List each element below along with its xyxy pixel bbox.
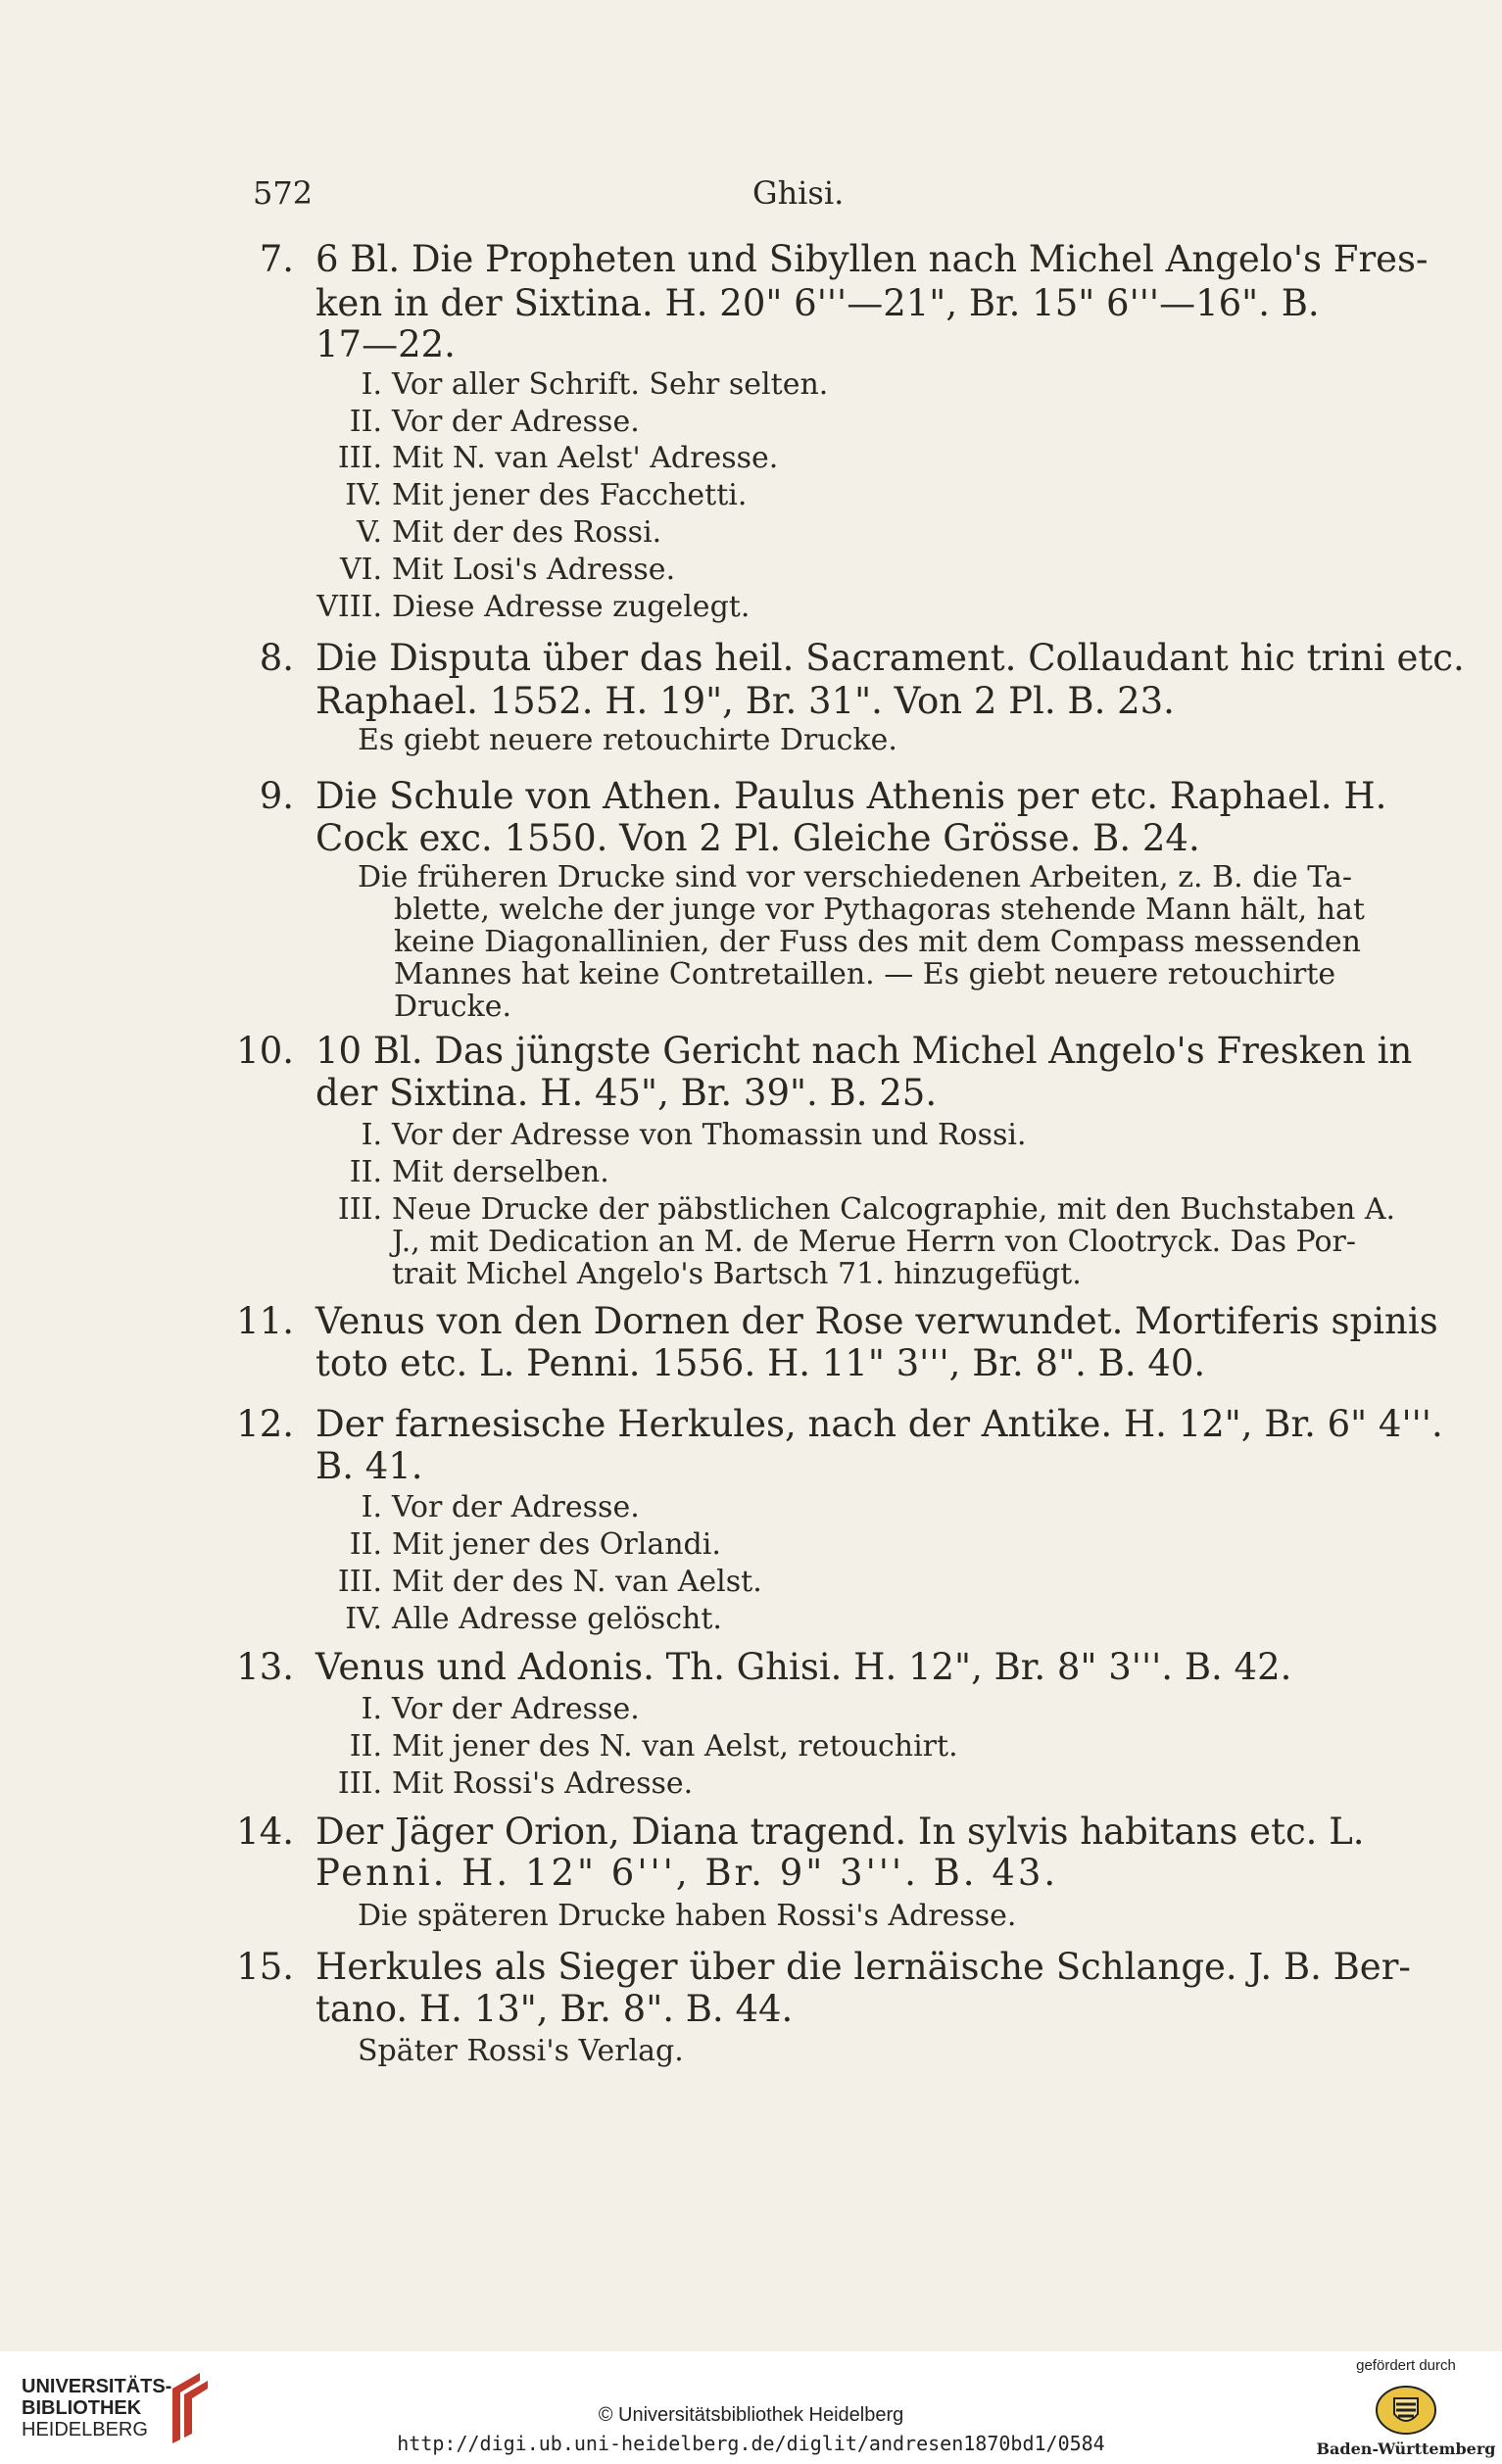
state-text: Mit jener des Facchetti. [392,478,748,512]
entry-note: Drucke. [394,990,511,1024]
entry-line: ken in der Sixtina. H. 20" 6'''—21", Br. 15" 6'''—16". B. [315,282,1320,324]
page-number: 572 [253,174,314,212]
entry-number: 9. [259,775,294,817]
state-text: Mit jener des N. van Aelst, retouchirt. [392,1729,958,1763]
entry-line: Cock exc. 1550. Von 2 Pl. Gleiche Grösse. B. 24. [315,817,1200,859]
entry-line: Penni. H. 12" 6''', Br. 9" 3'''. B. 43. [315,1852,1059,1894]
entry-number: 10. [236,1030,294,1072]
library-logo-line: UNIVERSITÄTS- [22,2376,172,2397]
entry-line: Die Schule von Athen. Paulus Athenis per etc. Raphael. H. [315,775,1387,817]
running-title: Ghisi. [752,174,845,212]
entry-number: 7. [259,238,294,280]
entry-line: Die Disputa über das heil. Sacrament. Collaudant hic trini etc. [315,637,1465,679]
entry-number: 11. [236,1300,294,1342]
entry-line: B. 41. [315,1445,423,1487]
copyright-text: © Universitätsbibliothek Heidelberg [598,2404,904,2426]
state-roman: II. [349,405,382,439]
entry-line: Der Jäger Orion, Diana tragend. In sylvis habitans etc. L. [315,1811,1365,1853]
state-text: Diese Adresse zugelegt. [392,590,751,624]
entry-line: 17—22. [315,323,456,365]
entry-line: der Sixtina. H. 45", Br. 39". B. 25. [315,1072,938,1114]
entry-note: blette, welche der junge vor Pythagoras stehende Mann hält, hat [394,893,1365,927]
state-roman: IV. [345,1602,382,1636]
state-roman: III. [337,441,382,475]
state-roman: III. [337,1565,382,1599]
entry-number: 14. [236,1811,294,1853]
entry-number: 8. [259,637,294,679]
state-roman: III. [337,1192,382,1227]
state-text: Mit jener des Orlandi. [392,1527,721,1562]
state-roman: I. [361,1118,382,1152]
entry-note: Es giebt neuere retouchirte Drucke. [358,723,897,757]
entry-note: Die späteren Drucke haben Rossi's Adresse. [358,1899,1017,1933]
state-roman: I. [361,1490,382,1524]
entry-number: 15. [236,1946,294,1988]
state-text: Alle Adresse gelöscht. [392,1602,722,1636]
state-roman: III. [337,1766,382,1801]
entry-line: Herkules als Sieger über die lernäische Schlange. J. B. Ber- [315,1946,1411,1988]
entry-note: Mannes hat keine Contretaillen. — Es giebt neuere retouchirte [394,957,1336,991]
state-text: Mit der des N. van Aelst. [392,1565,762,1599]
entry-line: 10 Bl. Das jüngste Gericht nach Michel Angelo's Fresken in [315,1030,1413,1072]
state-text: J., mit Dedication an M. de Merue Herrn von Clootryck. Das Por- [392,1225,1357,1259]
state-text: Vor aller Schrift. Sehr selten. [392,367,829,402]
state-roman: V. [357,515,382,550]
state-roman: IV. [345,478,382,512]
funder-name: Baden-Württemberg [1316,2440,1496,2458]
state-text: Mit Losi's Adresse. [392,553,676,587]
entry-line: toto etc. L. Penni. 1556. H. 11" 3''', Br. 8". B. 40. [315,1342,1206,1384]
entry-line: Venus von den Dornen der Rose verwundet. Mortiferis spinis [315,1300,1438,1342]
entry-note: keine Diagonallinien, der Fuss des mit dem Compass messenden [394,925,1361,959]
entry-line: Venus und Adonis. Th. Ghisi. H. 12", Br. 8" 3'''. B. 42. [315,1646,1292,1688]
library-logo-line: BIBLIOTHEK [22,2397,142,2419]
state-text: Vor der Adresse. [392,1490,640,1524]
state-roman: II. [349,1155,382,1189]
state-text: Vor der Adresse. [392,405,640,439]
state-roman: I. [361,367,382,402]
state-roman: VIII. [316,590,382,624]
state-text: trait Michel Angelo's Bartsch 71. hinzugefügt. [392,1257,1082,1291]
state-roman: I. [361,1692,382,1726]
state-text: Vor der Adresse von Thomassin und Rossi. [392,1118,1027,1152]
funded-by-label: gefördert durch [1356,2357,1456,2374]
state-text: Mit Rossi's Adresse. [392,1766,694,1801]
state-text: Mit N. van Aelst' Adresse. [392,441,779,475]
state-text: Mit derselben. [392,1155,609,1189]
state-roman: II. [349,1527,382,1562]
entry-note: Später Rossi's Verlag. [358,2034,684,2068]
permalink[interactable]: http://digi.ub.uni-heidelberg.de/diglit/andresen1870bd1/0584 [397,2432,1105,2455]
state-text: Vor der Adresse. [392,1692,640,1726]
coat-of-arms-icon [1375,2385,1437,2436]
state-roman: II. [349,1729,382,1763]
entry-note: Die früheren Drucke sind vor verschiedenen Arbeiten, z. B. die Ta- [358,860,1353,894]
entry-number: 12. [236,1403,294,1445]
footer-bar [0,2351,1502,2464]
entry-line: Raphael. 1552. H. 19", Br. 31". Von 2 Pl. B. 23. [315,680,1175,722]
entry-line: tano. H. 13", Br. 8". B. 44. [315,1988,794,2030]
entry-line: 6 Bl. Die Propheten und Sibyllen nach Michel Angelo's Fres- [315,238,1429,280]
state-text: Neue Drucke der päbstlichen Calcographie, mit den Buchstaben A. [392,1192,1396,1227]
state-text: Mit der des Rossi. [392,515,662,550]
entry-number: 13. [236,1646,294,1688]
entry-line: Der farnesische Herkules, nach der Antike. H. 12", Br. 6" 4'''. [315,1403,1443,1445]
library-logo-line: HEIDELBERG [22,2419,148,2440]
state-roman: VI. [339,553,382,587]
